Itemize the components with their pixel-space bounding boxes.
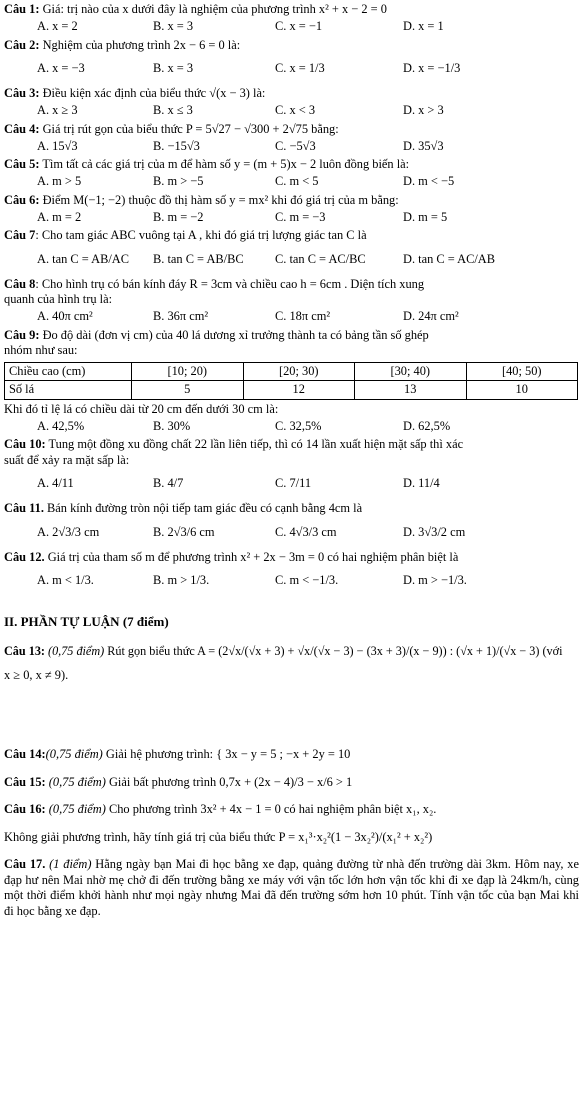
question-3 [4, 86, 579, 102]
question-13-title: Câu 13: [4, 644, 45, 659]
question-1-text: Giá: trị nào của x dưới đây là nghiệm của phương trình x² + x − 2 = 0 [39, 2, 387, 16]
option-b[interactable]: B. 30% [153, 418, 191, 433]
question-10-title: Câu 10: [4, 437, 46, 451]
option-a[interactable]: A. x = 2 [37, 19, 78, 34]
option-c[interactable]: C. 32,5% [275, 418, 322, 433]
option-c[interactable]: C. m < 5 [275, 174, 319, 189]
option-b[interactable]: B. tan C = AB/BC [153, 251, 244, 266]
question-10-text: Tung một đồng xu đồng chất 22 lần liên tiếp, thì có 14 lần xuất hiện mặt sấp thì xác [45, 437, 464, 451]
option-a[interactable]: A. 42,5% [37, 418, 85, 433]
question-7-title: Câu 7 [4, 228, 36, 242]
section-heading: II. PHẦN TỰ LUẬN (7 điểm) [4, 614, 169, 629]
question-17-points: (1 điểm) [45, 857, 92, 871]
option-b[interactable]: B. m = −2 [153, 209, 204, 224]
question-4-text: Giá trị rút gọn của biểu thức P = 5√27 − √300 + 2√75 bằng: [39, 121, 339, 136]
option-a[interactable]: A. 15√3 [37, 138, 78, 153]
option-c[interactable]: C. x = −1 [275, 19, 323, 34]
question-12-title: Câu 12. [4, 549, 45, 564]
question-5 [4, 157, 579, 173]
question-5-options [4, 174, 579, 191]
option-d[interactable]: D. m > −1/3. [403, 573, 467, 588]
question-2-text: Nghiệm của phương trình 2x − 6 = 0 là: [39, 37, 241, 52]
question-6-title: Câu 6: [4, 192, 40, 207]
option-d[interactable]: D. 11/4 [403, 476, 440, 491]
question-3-options [4, 103, 579, 120]
option-d[interactable]: D. 24π cm² [403, 309, 459, 324]
question-16-text: Cho phương trình 3x² + 4x − 1 = 0 có hai nghiệm phân biệt x₁, x₂. [105, 802, 437, 816]
question-11 [4, 501, 579, 517]
table-cell: Chiều cao (cm) [5, 362, 132, 381]
option-d[interactable]: D. x > 3 [403, 103, 444, 118]
question-13-text: Rút gọn biểu thức A = (2√x/(√x + 3) + √x/(√x − 3) − (3x + 3)/(x − 9)) : (√x + 1)/(√x − 3) (với [104, 644, 563, 659]
question-9-options [4, 418, 579, 435]
question-1 [4, 2, 579, 18]
option-d[interactable]: D. m < −5 [403, 174, 455, 189]
table-cell: [20; 30) [243, 362, 355, 381]
option-a[interactable]: A. 40π cm² [37, 309, 93, 324]
question-9-title: Câu 9: [4, 327, 40, 342]
option-a[interactable]: A. 4/11 [37, 476, 74, 491]
option-d[interactable]: D. 35√3 [403, 138, 444, 153]
question-8 [4, 277, 579, 293]
table-cell: 10 [466, 381, 578, 400]
question-3-title: Câu 3: [4, 86, 40, 100]
table-cell: 13 [355, 381, 467, 400]
frequency-table [4, 362, 578, 400]
question-16 [4, 802, 579, 818]
exam-page [0, 2, 583, 919]
question-14-points: (0,75 điểm) [45, 747, 103, 761]
option-b[interactable]: B. x = 3 [153, 19, 194, 34]
question-4-title: Câu 4: [4, 121, 40, 136]
option-d[interactable]: D. m = 5 [403, 209, 448, 224]
question-11-title: Câu 11. [4, 501, 44, 515]
question-16-points: (0,75 điểm) [45, 802, 106, 816]
option-a[interactable]: A. m < 1/3. [37, 573, 94, 588]
option-d[interactable]: D. tan C = AC/AB [403, 251, 496, 266]
question-6-options [4, 209, 579, 226]
question-9-text-line-3: Khi đó tỉ lệ lá có chiều dài từ 20 cm đến dưới 30 cm là: [4, 401, 279, 416]
question-6 [4, 193, 579, 209]
option-a[interactable]: A. x = −3 [37, 61, 85, 76]
question-13-points: (0,75 điểm) [44, 644, 105, 659]
question-7-text: : Cho tam giác ABC vuông tại A , khi đó giá trị lượng giác tan C là [35, 228, 367, 242]
option-c[interactable]: C. m < −1/3. [275, 573, 339, 588]
question-16-text-line-2: Không giải phương trình, hãy tính giá trị của biểu thức P = x₁³·x₂²(1 − 3x₂²)/(x₁² + x₂²) [4, 829, 433, 844]
question-8-options [4, 309, 579, 326]
question-7-options [4, 245, 579, 275]
question-15 [4, 775, 579, 791]
option-c[interactable]: C. m = −3 [275, 209, 326, 224]
question-9-text-line-2: nhóm như sau: [4, 343, 78, 357]
option-c[interactable]: C. tan C = AC/BC [275, 251, 366, 266]
option-d[interactable]: D. x = −1/3 [403, 61, 461, 76]
option-a[interactable]: A. m = 2 [37, 209, 82, 224]
question-8-text-line-2: quanh của hình trụ là: [4, 292, 113, 306]
option-c[interactable]: C. x = 1/3 [275, 61, 325, 76]
option-b[interactable]: B. 2√3/6 cm [153, 524, 215, 539]
question-13 [4, 644, 579, 659]
question-9-text: Đo độ dài (đơn vị cm) của 40 lá dương xỉ trưởng thành ta có bảng tần số ghép [39, 327, 429, 342]
question-5-text: Tìm tất cả các giá trị của m để hàm số y = (m + 5)x − 2 luôn đồng biến là: [39, 157, 410, 171]
question-14 [4, 747, 579, 763]
question-8-title: Câu 8 [4, 276, 36, 291]
option-b[interactable]: B. x ≤ 3 [153, 103, 193, 118]
question-6-text: Điểm M(−1; −2) thuộc đồ thị hàm số y = mx² khi đó giá trị của m bằng: [39, 192, 399, 207]
option-b[interactable]: B. 4/7 [153, 476, 184, 491]
question-10-options [4, 469, 579, 499]
question-3-text: Điều kiện xác định của biểu thức √(x − 3) là: [39, 86, 266, 100]
table-cell: [10; 20) [132, 362, 244, 381]
question-9 [4, 328, 579, 344]
option-c[interactable]: C. 4√3/3 cm [275, 524, 337, 539]
question-4-options [4, 138, 579, 155]
question-10 [4, 437, 579, 453]
option-c[interactable]: C. x < 3 [275, 103, 316, 118]
table-cell: Số lá [5, 381, 132, 400]
question-12-text: Giá trị của tham số m để phương trình x² + 2x − 3m = 0 có hai nghiệm phân biệt là [44, 549, 459, 564]
table-cell: [40; 50) [466, 362, 578, 381]
question-11-options [4, 518, 579, 548]
question-1-title: Câu 1: [4, 2, 40, 16]
question-1-options [4, 19, 579, 36]
answer-space [4, 683, 579, 745]
option-a[interactable]: A. 2√3/3 cm [37, 524, 100, 539]
question-13-condition: x ≥ 0, x ≠ 9). [4, 667, 69, 682]
question-15-text: Giải bất phương trình 0,7x + (2x − 4)/3 − x/6 > 1 [105, 774, 353, 789]
option-c[interactable]: C. 18π cm² [275, 309, 331, 324]
table-cell: [30; 40) [355, 362, 467, 381]
option-d[interactable]: D. 3√3/2 cm [403, 524, 466, 539]
question-10-text-line-2: suất để xảy ra mặt sấp là: [4, 452, 130, 467]
question-17-text: Hằng ngày bạn Mai đi học bằng xe đạp, quảng đường từ nhà đến trường dài 3km. Hôm nay, xe đạp hư nên Mai nhờ mẹ chở đi đến trường bằng xe máy với vận tốc lớn hơn vận tốc khi đi xe đạp là 24km/h, cùng một thời điểm khởi hành như mọi ngày nhưng Mai đã đến trường sớm hơn 10 phút. Tính vận tốc của bạn Mai khi đi học bằng xe đạp. [4, 857, 579, 918]
table-cell: 12 [243, 381, 355, 400]
question-16-title: Câu 16: [4, 802, 46, 816]
question-14-text: Giải hệ phương trình: { 3x − y = 5 ; −x + 2y = 10 [102, 747, 351, 761]
option-d[interactable]: D. 62,5% [403, 418, 451, 433]
question-4 [4, 122, 579, 138]
option-b[interactable]: B. m > 1/3. [153, 573, 210, 588]
option-a[interactable]: A. tan C = AB/AC [37, 251, 130, 266]
question-5-title: Câu 5: [4, 157, 40, 171]
question-12 [4, 550, 579, 566]
question-11-text: Bán kính đường tròn nội tiếp tam giác đều có cạnh bằng 4cm là [43, 501, 363, 515]
question-7 [4, 228, 579, 244]
option-a[interactable]: A. m > 5 [37, 174, 82, 189]
question-12-options [4, 566, 579, 596]
option-b[interactable]: B. −15√3 [153, 138, 200, 153]
question-17-title: Câu 17. [4, 857, 46, 871]
question-14-title: Câu 14: [4, 747, 46, 761]
question-2-options [4, 54, 579, 84]
option-b[interactable]: B. m > −5 [153, 174, 204, 189]
table-header-row [5, 362, 578, 381]
question-15-points: (0,75 điểm) [45, 774, 106, 789]
option-b[interactable]: B. 36π cm² [153, 309, 209, 324]
question-17 [4, 857, 579, 919]
option-b[interactable]: B. x = 3 [153, 61, 194, 76]
question-2 [4, 38, 579, 54]
option-a[interactable]: A. x ≥ 3 [37, 103, 78, 118]
table-cell: 5 [132, 381, 244, 400]
option-c[interactable]: C. 7/11 [275, 476, 312, 491]
table-row [5, 381, 578, 400]
question-15-title: Câu 15: [4, 774, 46, 789]
option-d[interactable]: D. x = 1 [403, 19, 444, 34]
question-2-title: Câu 2: [4, 37, 40, 52]
question-8-text: : Cho hình trụ có bán kính đáy R = 3cm và chiều cao h = 6cm . Diện tích xung [35, 276, 425, 291]
option-c[interactable]: C. −5√3 [275, 138, 316, 153]
